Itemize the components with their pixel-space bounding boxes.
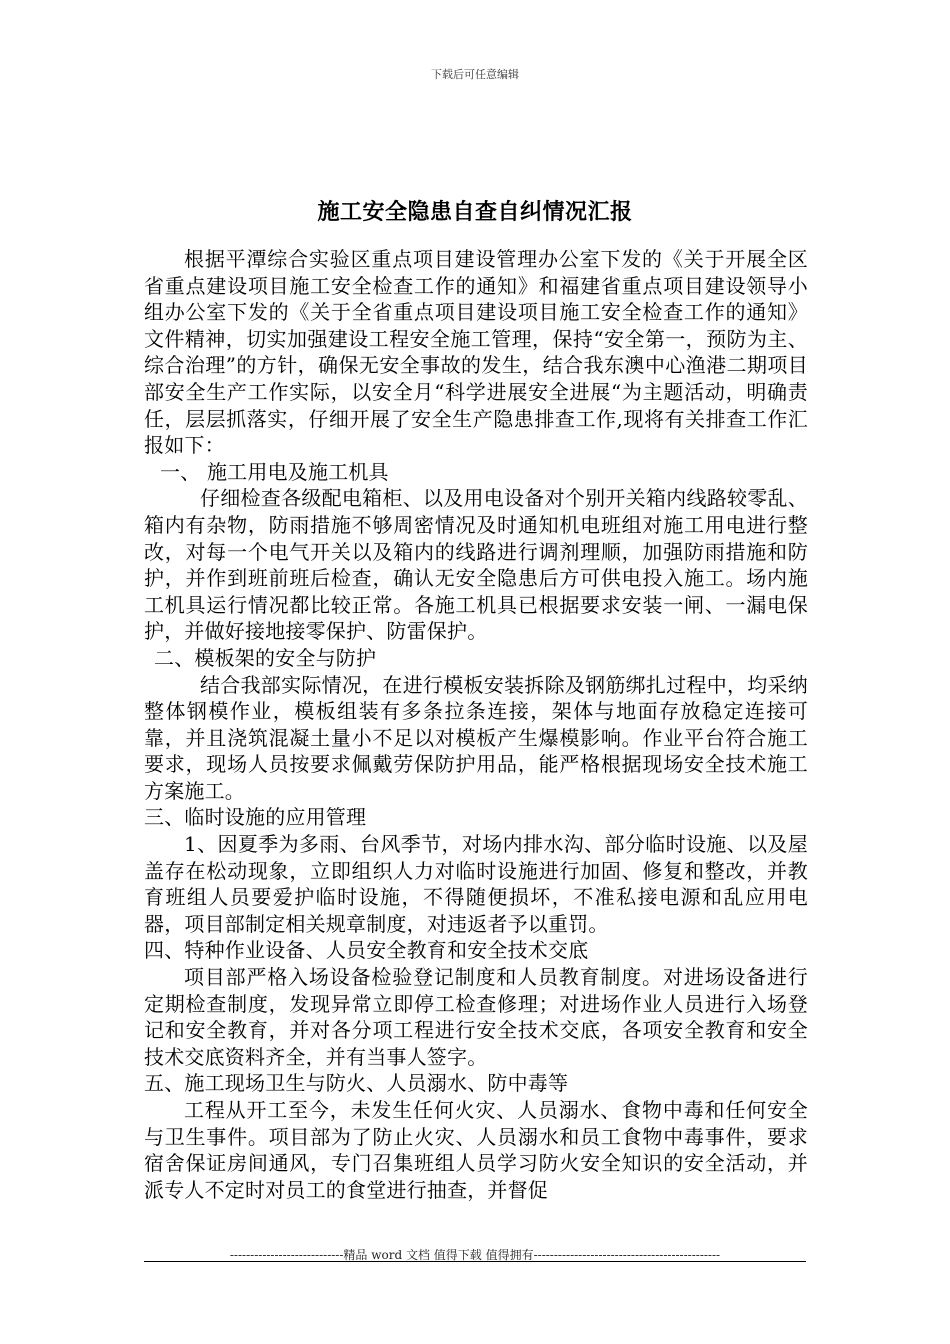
header-note: 下载后可任意编辑 xyxy=(431,68,519,81)
section-heading-2: 二、模板架的安全与防护 xyxy=(154,645,377,670)
section-paragraph-3: 1、因夏季为多雨、台风季节，对场内排水沟、部分临时设施、以及屋盖存在松动现象，立即组织人力对临时设施进行加固、修复和整改，并教育班组人员要爱护临时设施，不得随便损坏，不准私接电源和乱应用电器，项目部制定相关规章制度，对违返者予以重罚。 xyxy=(144,832,808,936)
section-paragraph-1: 仔细检查各级配电箱柜、以及用电设备对个别开关箱内线路较零乱、箱内有杂物，防雨措施不够周密情况及时通知机电班组对施工用电进行整改，对每一个电气开关以及箱内的线路进行调剂理顺，加强防雨措施和防护，并作到班前班后检查，确认无安全隐患后方可供电投入施工。场内施工机具运行情况都比较正常。各施工机具已根据要求安装一闸、一漏电保护，并做好接地接零保护、防雷保护。 xyxy=(144,486,808,644)
section-heading-4: 四、特种作业设备、人员安全教育和安全技术交底 xyxy=(144,938,589,963)
footer-divider xyxy=(144,1261,806,1262)
section-heading-3: 三、临时设施的应用管理 xyxy=(144,805,367,830)
footer-note: ----------------------------精品 word 文档 值得下载 值得拥有---------------------------------------------- xyxy=(229,1248,721,1262)
document-title: 施工安全隐患自查自纠情况汇报 xyxy=(317,199,633,225)
section-paragraph-2: 结合我部实际情况，在进行模板安装拆除及钢筋绑扎过程中，均采纳整体钢模作业，模板组装有多条拉条连接，架体与地面存放稳定连接可靠，并且浇筑混凝土量小不足以对模板产生爆模影响。作业平台符合施工要求，现场人员按要求佩戴劳保防护用品，能严格根据现场安全技术施工方案施工。 xyxy=(144,672,808,803)
intro-paragraph: 根据平潭综合实验区重点项目建设管理办公室下发的《关于开展全区省重点建设项目施工安全检查工作的通知》和福建省重点项目建设领导小组办公室下发的《关于全省重点项目建设项目施工安全检查工作的通知》文件精神，切实加强建设工程安全施工管理，保持“安全第一，预防为主、综合治理”的方针，确保无安全事故的发生，结合我东澳中心渔港二期项目部安全生产工作实际，以安全月“科学进展安全进展“为主题活动，明确责任，层层抓落实，仔细开展了安全生产隐患排查工作,现将有关排查工作汇报如下： xyxy=(144,247,808,458)
section-paragraph-4: 项目部严格入场设备检验登记制度和人员教育制度。对进场设备进行定期检查制度，发现异常立即停工检查修理；对进场作业人员进行入场登记和安全教育，并对各分项工程进行安全技术交底，各项安全教育和安全技术交底资料齐全，并有当事人签字。 xyxy=(144,965,808,1069)
section-heading-1: 一、 施工用电及施工机具 xyxy=(160,459,389,484)
section-heading-5: 五、施工现场卫生与防火、人员溺水、防中毒等 xyxy=(144,1071,569,1096)
document-body xyxy=(144,246,808,1203)
section-paragraph-5: 工程从开工至今，未发生任何火灾、人员溺水、食物中毒和任何安全与卫生事件。项目部为了防止火灾、人员溺水和员工食物中毒事件，要求宿舍保证房间通风，专门召集班组人员学习防火安全知识的安全活动，并派专人不定时对员工的食堂进行抽查，并督促 xyxy=(144,1098,808,1202)
